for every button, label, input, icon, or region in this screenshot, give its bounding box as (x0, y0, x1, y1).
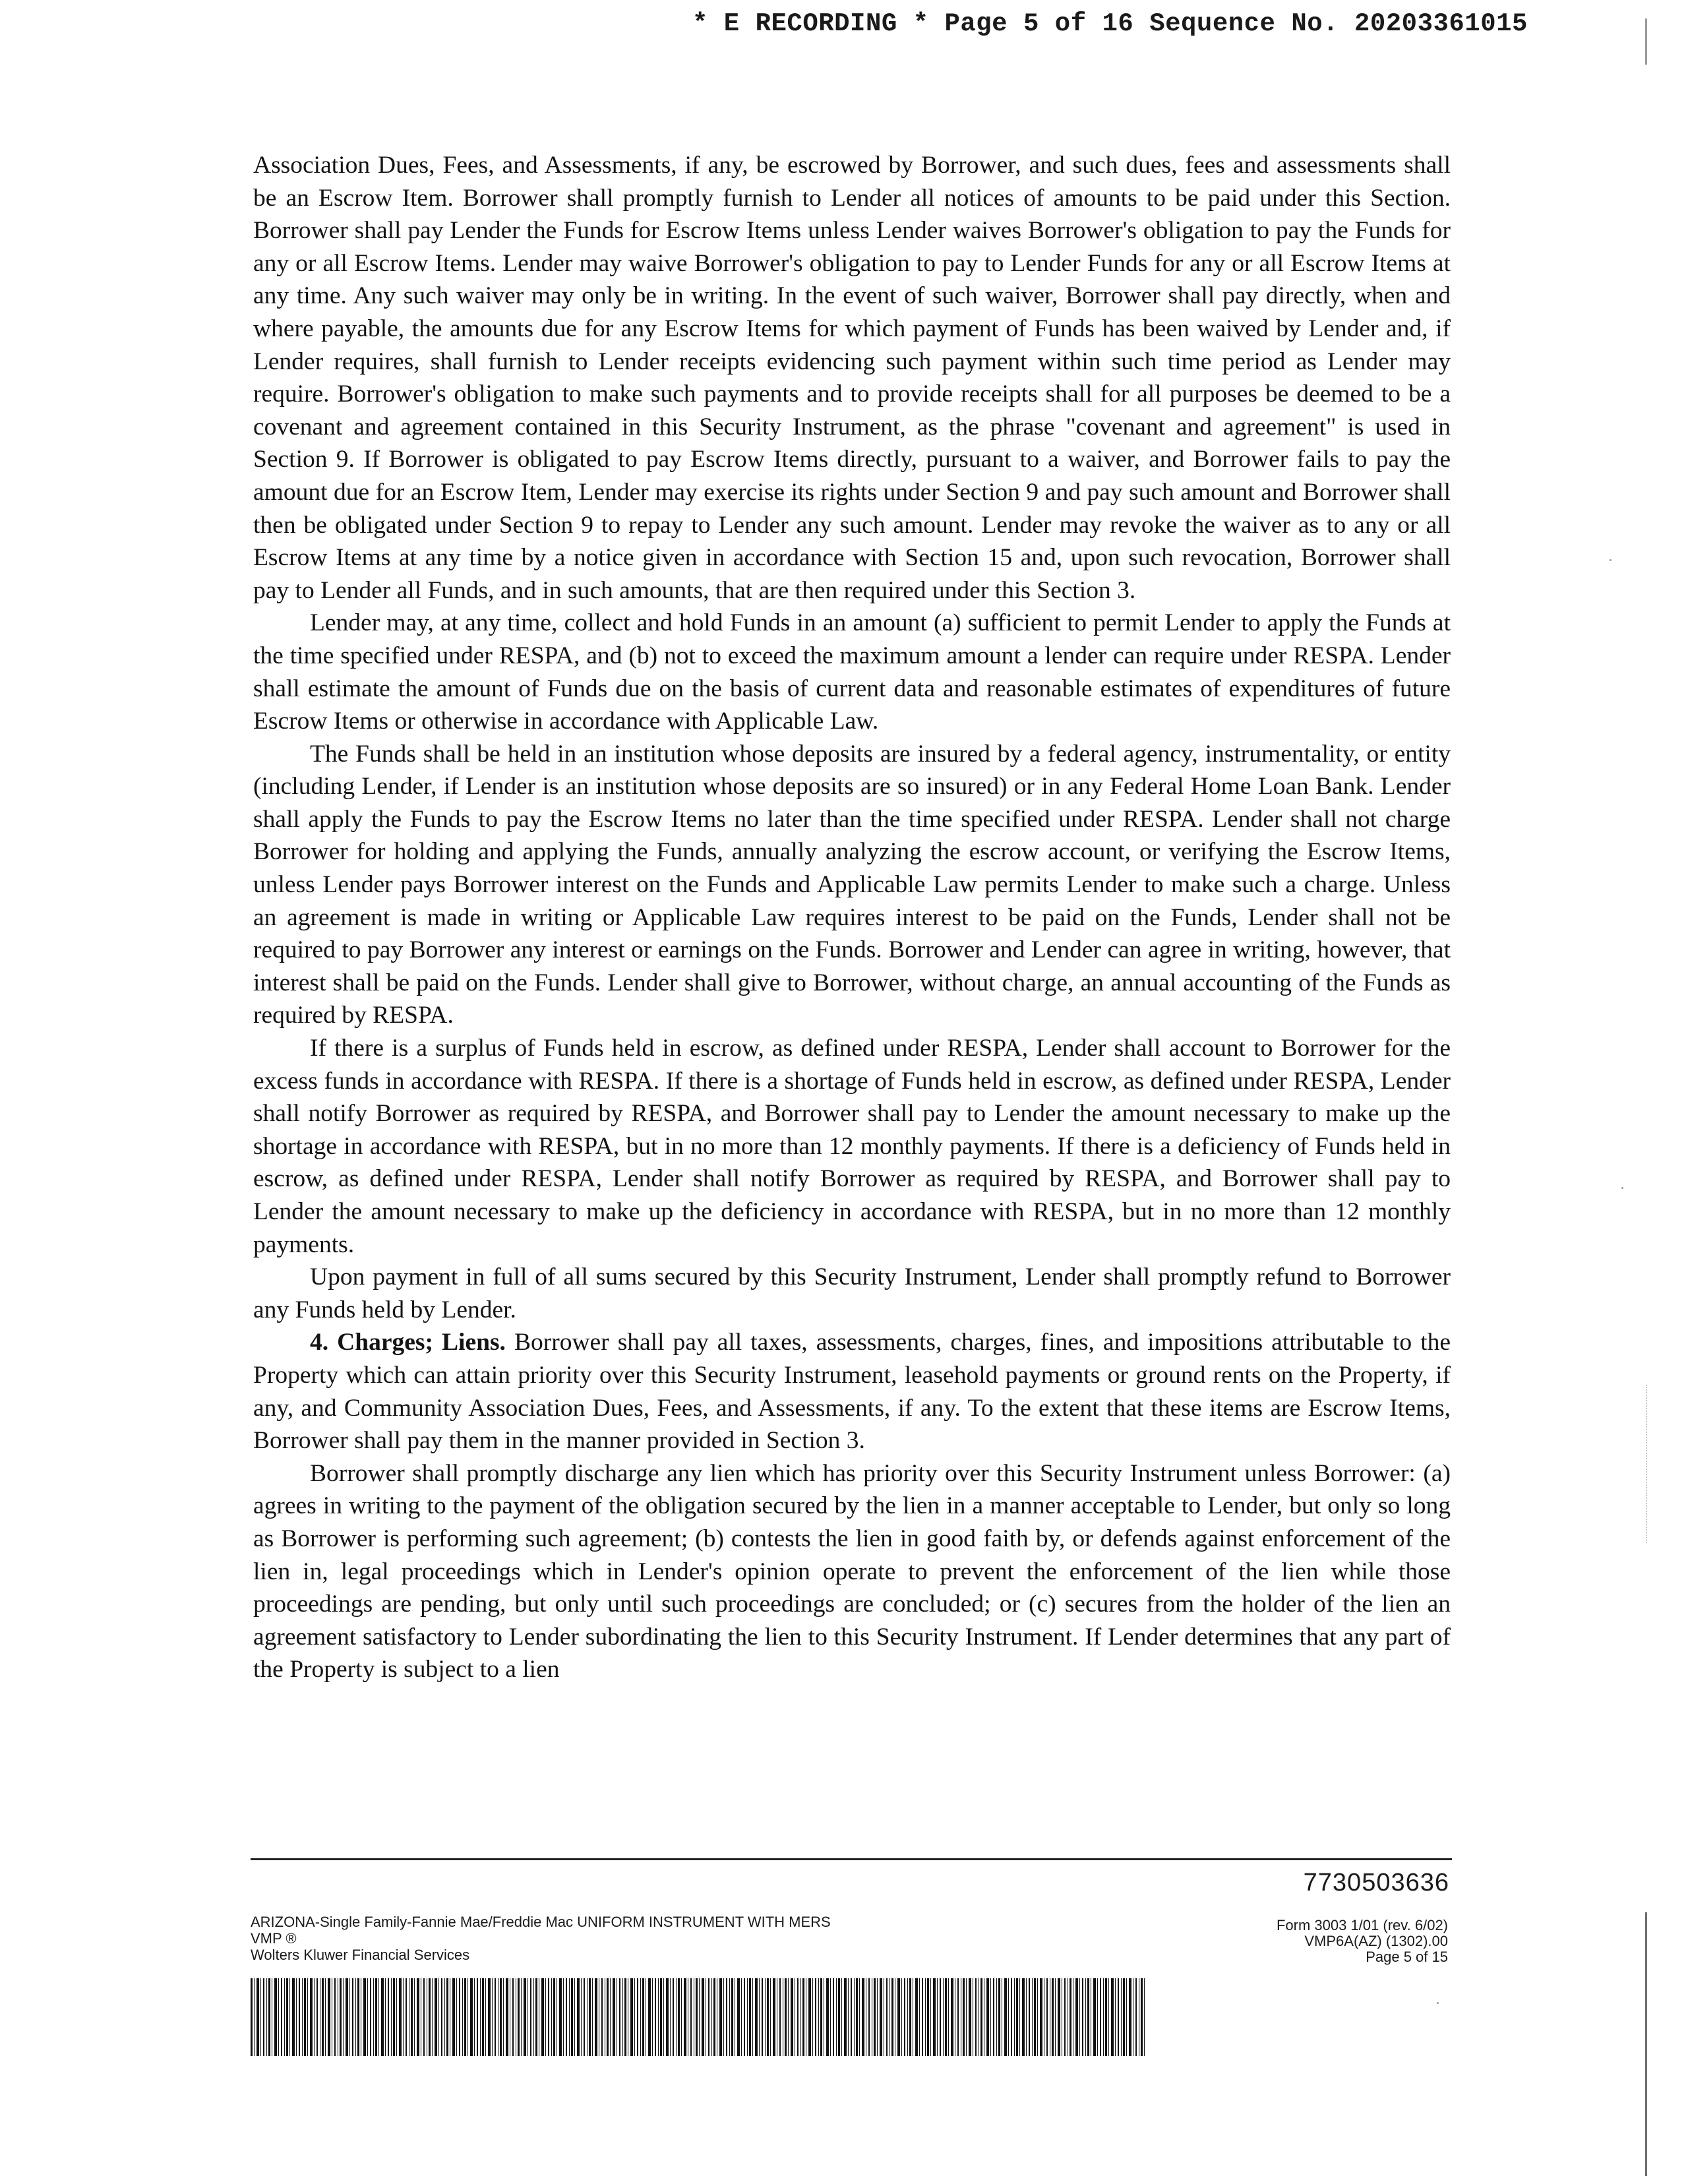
paragraph-discharge-lien: Borrower shall promptly discharge any lien which has priority over this Security Instrument unless Borrower: (a) agrees in writing to the payment of the obligation secured by the lien in a manner acceptable to Lender, but only so long as Borrower is performing such agreement; (b) contests the lien in good faith by, or defends against enforcement of the lien in, legal proceedings which in Lender's opinion operate to prevent the enforcement of the lien while those proceedings are pending, but only until such proceedings are concluded; or (c) secures from the holder of the lien an agreement satisfactory to Lender subordinating the lien to this Security Instrument. If Lender determines that any part of the Property is subject to a lien (253, 1459, 1451, 1684)
publisher-line: Wolters Kluwer Financial Services (251, 1947, 470, 1963)
paragraph-escrow-waiver: Association Dues, Fees, and Assessments, if any, be escrowed by Borrower, and such dues, fees and assessments shall be an Escrow Item. Borrower shall promptly furnish to Lender all notices of amounts to be paid under this Section. Borrower shall pay Lender the Funds for Escrow Items unless Lender waives Borrower's obligation to pay the Funds for any or all Escrow Items. Lender may waive Borrower's obligation to pay to Lender Funds for any or all Escrow Items at any time. Any such waiver may only be in writing. In the event of such waiver, Borrower shall pay directly, when and where payable, the amounts due for any Escrow Items for which payment of Funds has been waived by Lender and, if Lender requires, shall furnish to Lender receipts evidencing such payment within such time period as Lender may require. Borrower's obligation to make such payments and to provide receipts shall for all purposes be deemed to be a covenant and agreement contained in this Security Instrument, as the phrase "covenant and agreement" is used in Section 9. If Borrower is obligated to pay Escrow Items directly, pursuant to a waiver, and Borrower fails to pay the amount due for an Escrow Item, Lender may exercise its rights under Section 9 and pay such amount and Borrower shall then be obligated under Section 9 to repay to Lender any such amount. Lender may revoke the waiver as to any or all Escrow Items at any time by a notice given in accordance with Section 15 and, upon such revocation, Borrower shall pay to Lender all Funds, and in such amounts, that are then required under this Section 3. (253, 152, 1451, 604)
scan-speck (1621, 1187, 1623, 1189)
footer-form-title (251, 1914, 831, 1963)
recording-stamp: * E RECORDING * Page 5 of 16 Sequence No. 20203361015 (692, 9, 1528, 38)
form-number: Form 3003 1/01 (rev. 6/02) (1276, 1917, 1448, 1933)
form-page-number: Page 5 of 15 (1366, 1949, 1448, 1965)
paragraph-surplus-shortage: If there is a surplus of Funds held in escrow, as defined under RESPA, Lender shall account to Borrower for the excess funds in accordance with RESPA. If there is a shortage of Funds held in escrow, as defined under RESPA, Lender shall notify Borrower as required by RESPA, and Borrower shall pay to Lender the amount necessary to make up the shortage in accordance with RESPA, but in no more than 12 monthly payments. If there is a deficiency of Funds held in escrow, as defined under RESPA, Lender shall notify Borrower as required by RESPA, and Borrower shall pay to Lender the amount necessary to make up the deficiency in accordance with RESPA, but in no more than 12 monthly payments. (253, 1035, 1451, 1258)
section-4-paragraph (253, 1326, 1451, 1457)
scan-speck (1437, 2002, 1439, 2004)
document-body (253, 149, 1451, 1686)
scan-edge-bottom (1645, 1912, 1647, 2176)
scan-speck (1610, 559, 1612, 561)
paragraph-refund: Upon payment in full of all sums secured by this Security Instrument, Lender shall promptly refund to Borrower any Funds held by Lender. (253, 1263, 1451, 1323)
scan-edge-top (1645, 18, 1647, 65)
paragraph-collect-funds: Lender may, at any time, collect and hold Funds in an amount (a) sufficient to permit Lender to apply the Funds at the time specified under RESPA, and (b) not to exceed the maximum amount a lender can require under RESPA. Lender shall estimate the amount of Funds due on the basis of current data and reasonable estimates of expenditures of future Escrow Items or otherwise in accordance with Applicable Law. (253, 609, 1451, 735)
form-code: VMP6A(AZ) (1302).00 (1304, 1933, 1448, 1949)
vmp-mark: VMP ® (251, 1930, 297, 1947)
section-4-text: Borrower shall pay all taxes, assessments, charges, fines, and impositions attributable to the Property which can attain priority over this Security Instrument, leasehold payments or ground rents on the Property, if any, and Community Association Dues, Fees, and Assessments, if any. To the extent that these items are Escrow Items, Borrower shall pay them in the manner provided in Section 3. (253, 1329, 1451, 1455)
section-4-heading: 4. Charges; Liens. (310, 1329, 506, 1356)
scan-edge-dots (1646, 1385, 1648, 1543)
footer-form-info (1277, 1918, 1448, 1965)
footer-divider (251, 1858, 1452, 1860)
paragraph-funds-held: The Funds shall be held in an institution whose deposits are insured by a federal agency, instrumentality, or entity (including Lender, if Lender is an institution whose deposits are so insured) or in any Federal Home Loan Bank. Lender shall apply the Funds to pay the Escrow Items no later than the time specified under RESPA. Lender shall not charge Borrower for holding and applying the Funds, annually analyzing the escrow account, or verifying the Escrow Items, unless Lender pays Borrower interest on the Funds and Applicable Law permits Lender to make such a charge. Unless an agreement is made in writing or Applicable Law requires interest to be paid on the Funds, Lender shall not be required to pay Borrower any interest or earnings on the Funds. Borrower and Lender can agree in writing, however, that interest shall be paid on the Funds. Lender shall give to Borrower, without charge, an annual accounting of the Funds as required by RESPA. (253, 740, 1451, 1029)
barcode (251, 1978, 1145, 2056)
loan-number: 7730503636 (1303, 1869, 1449, 1896)
form-title-line: ARIZONA-Single Family-Fannie Mae/Freddie Mac UNIFORM INSTRUMENT WITH MERS (251, 1914, 831, 1930)
